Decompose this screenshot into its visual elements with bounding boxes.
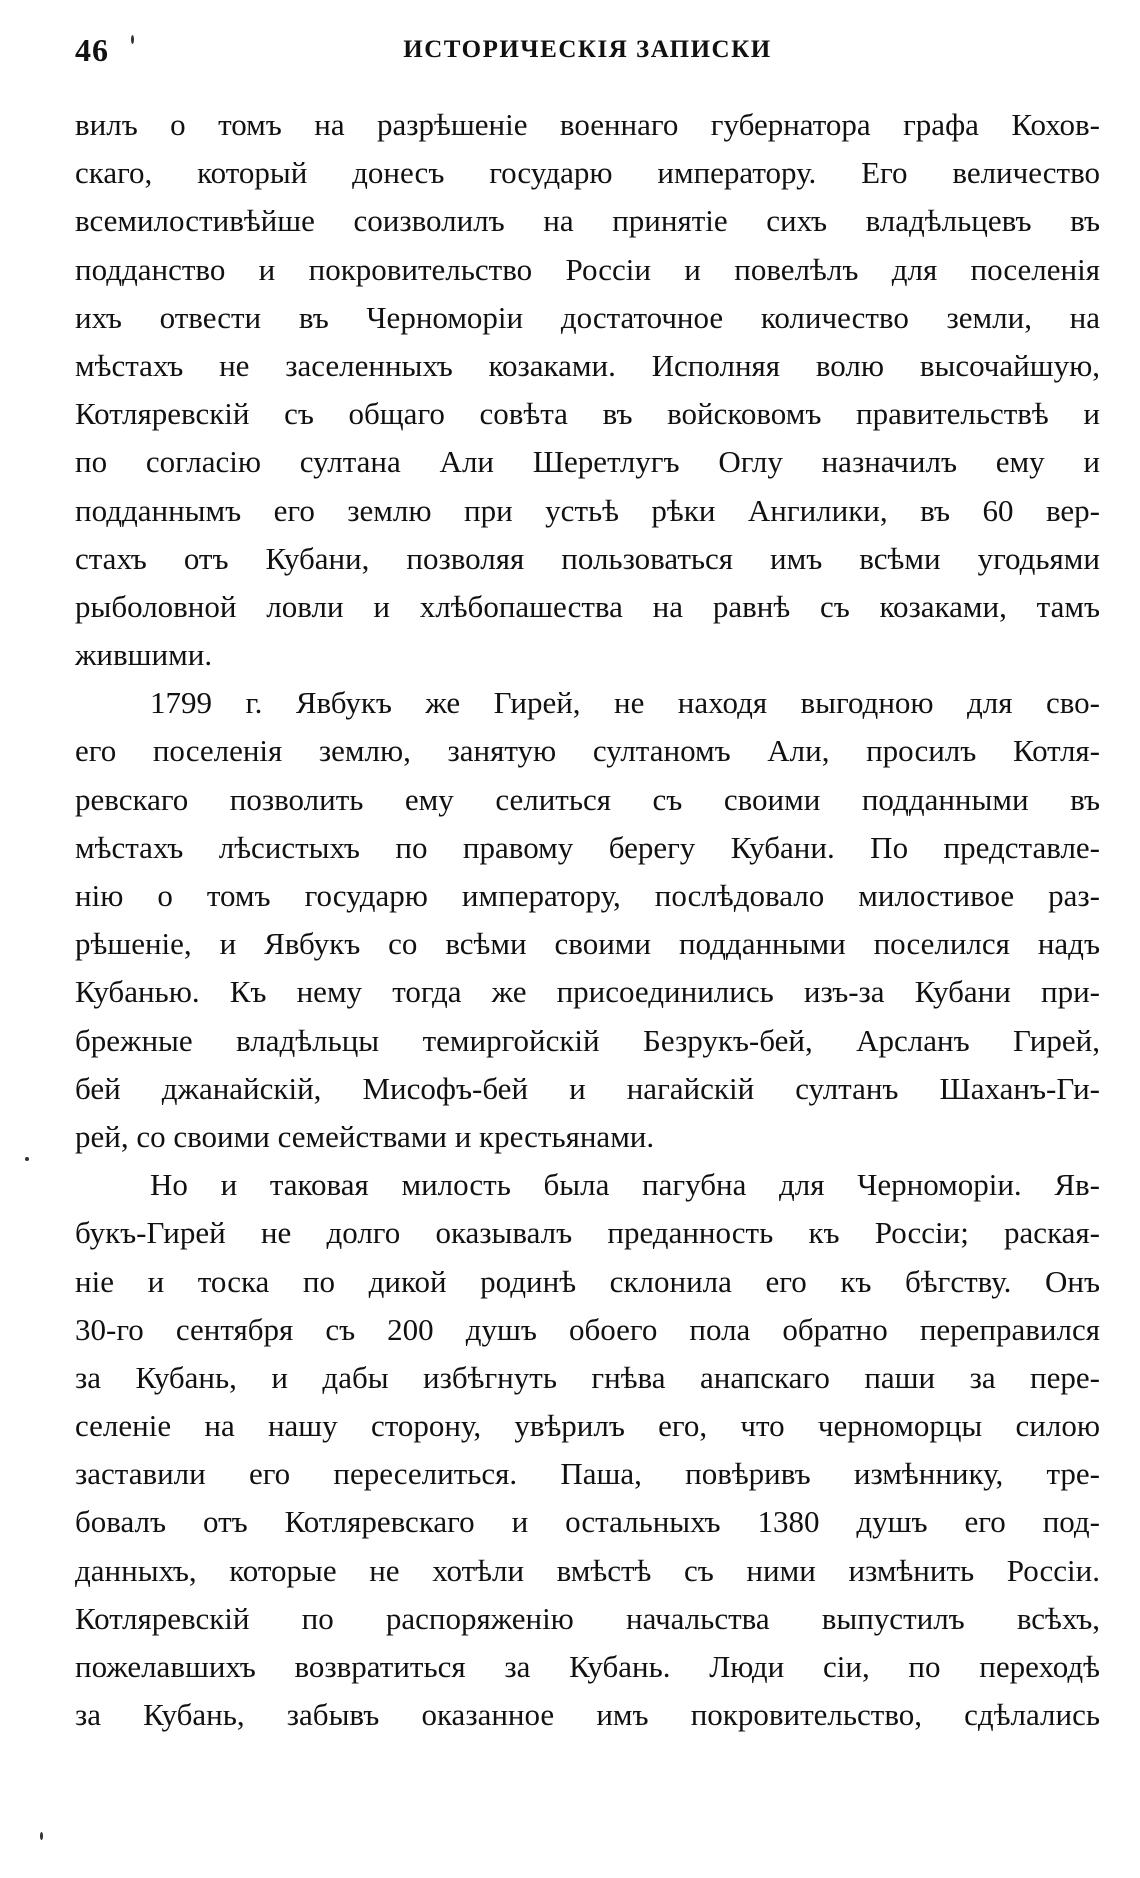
- text-line: подданнымъ его землю при устьѣ рѣки Ангилики, въ 60 вер-: [75, 492, 1100, 528]
- text-line: Котляревскій съ общаго совѣта въ войсковомъ правительствѣ и: [75, 396, 1100, 432]
- page-number: 46: [75, 32, 109, 68]
- text-line: Кубанью. Къ нему тогда же присоединились изъ-за Кубани при-: [75, 974, 1100, 1010]
- running-title: ИСТОРИЧЕСКІЯ ЗАПИСКИ: [403, 36, 772, 63]
- text-line: пожелавшихъ возвратиться за Кубань. Люди сіи, по переходѣ: [75, 1649, 1100, 1684]
- scan-dust-mark: [25, 1157, 29, 1161]
- text-line: рыболовной ловли и хлѣбопашества на равнѣ съ козаками, тамъ: [75, 588, 1100, 624]
- text-line: скаго, который донесъ государю императору. Его величество: [75, 155, 1100, 191]
- text-line: за Кубань, и дабы избѣгнуть гнѣва анапскаго паши за пере-: [75, 1359, 1100, 1395]
- text-line: ревскаго позволить ему селиться съ своими подданными въ: [75, 781, 1100, 817]
- text-line: мѣстахъ лѣсистыхъ по правому берегу Кубани. По представле-: [75, 829, 1100, 865]
- text-line: жившими.: [75, 637, 213, 673]
- text-line: брежные владѣльцы темиргойскій Безрукъ-бей, Арсланъ Гирей,: [75, 1022, 1100, 1058]
- text-line: нію о томъ государю императору, послѣдовало милостивое раз-: [75, 878, 1100, 913]
- text-line: за Кубань, забывъ оказанное имъ покровительство, сдѣлались: [75, 1697, 1100, 1733]
- text-line: вилъ о томъ на разрѣшеніе военнаго губернатора графа Кохов-: [75, 107, 1100, 142]
- text-line: Котляревскій по распоряженію начальства выпустилъ всѣхъ,: [75, 1600, 1100, 1636]
- scan-dust-mark: [131, 35, 134, 44]
- text-line-paragraph-start: 1799 г. Явбукъ же Гирей, не находя выгодною для сво-: [150, 685, 1100, 721]
- text-line: его поселенія землю, занятую султаномъ Али, просилъ Котля-: [75, 733, 1100, 769]
- text-line-paragraph-start: Но и таковая милость была пагубна для Черноморіи. Яв-: [150, 1167, 1100, 1203]
- text-line: мѣстахъ не заселенныхъ козаками. Исполняя волю высочайшую,: [75, 347, 1100, 383]
- text-line: заставили его переселиться. Паша, повѣривъ измѣннику, тре-: [75, 1456, 1100, 1492]
- text-line: бей джанайскій, Мисофъ-бей и нагайскій султанъ Шаханъ-Ги-: [75, 1070, 1100, 1106]
- text-line: подданство и покровительство Россіи и повелѣлъ для поселенія: [75, 251, 1100, 287]
- text-line: по согласію султана Али Шеретлугъ Оглу назначилъ ему и: [75, 444, 1100, 480]
- text-line: всемилостивѣйше соизволилъ на принятіе сихъ владѣльцевъ въ: [75, 203, 1100, 239]
- text-line: селеніе на нашу сторону, увѣрилъ его, что черноморцы силою: [75, 1408, 1100, 1444]
- text-line: ихъ отвести въ Черноморіи достаточное количество земли, на: [75, 299, 1100, 335]
- page-body-text: [75, 101, 1100, 1739]
- text-line: рѣшеніе, и Явбукъ со всѣми своими подданными поселился надъ: [75, 926, 1100, 962]
- text-line: данныхъ, которые не хотѣли вмѣстѣ съ ними измѣнить Россіи.: [75, 1552, 1100, 1588]
- text-line: букъ-Гирей не долго оказывалъ преданность къ Россіи; раская-: [75, 1215, 1100, 1251]
- page-header: [75, 28, 1100, 72]
- text-line: бовалъ отъ Котляревскаго и остальныхъ 1380 душъ его под-: [75, 1504, 1100, 1540]
- scan-dust-mark: [40, 1832, 43, 1840]
- text-line: 30-го сентября съ 200 душъ обоего пола обратно переправился: [75, 1311, 1100, 1347]
- text-line: рей, со своими семействами и крестьянами.: [75, 1118, 655, 1154]
- text-line: ніе и тоска по дикой родинѣ склонила его къ бѣгству. Онъ: [75, 1263, 1100, 1299]
- text-line: стахъ отъ Кубани, позволяя пользоваться имъ всѣми угодьями: [75, 540, 1100, 576]
